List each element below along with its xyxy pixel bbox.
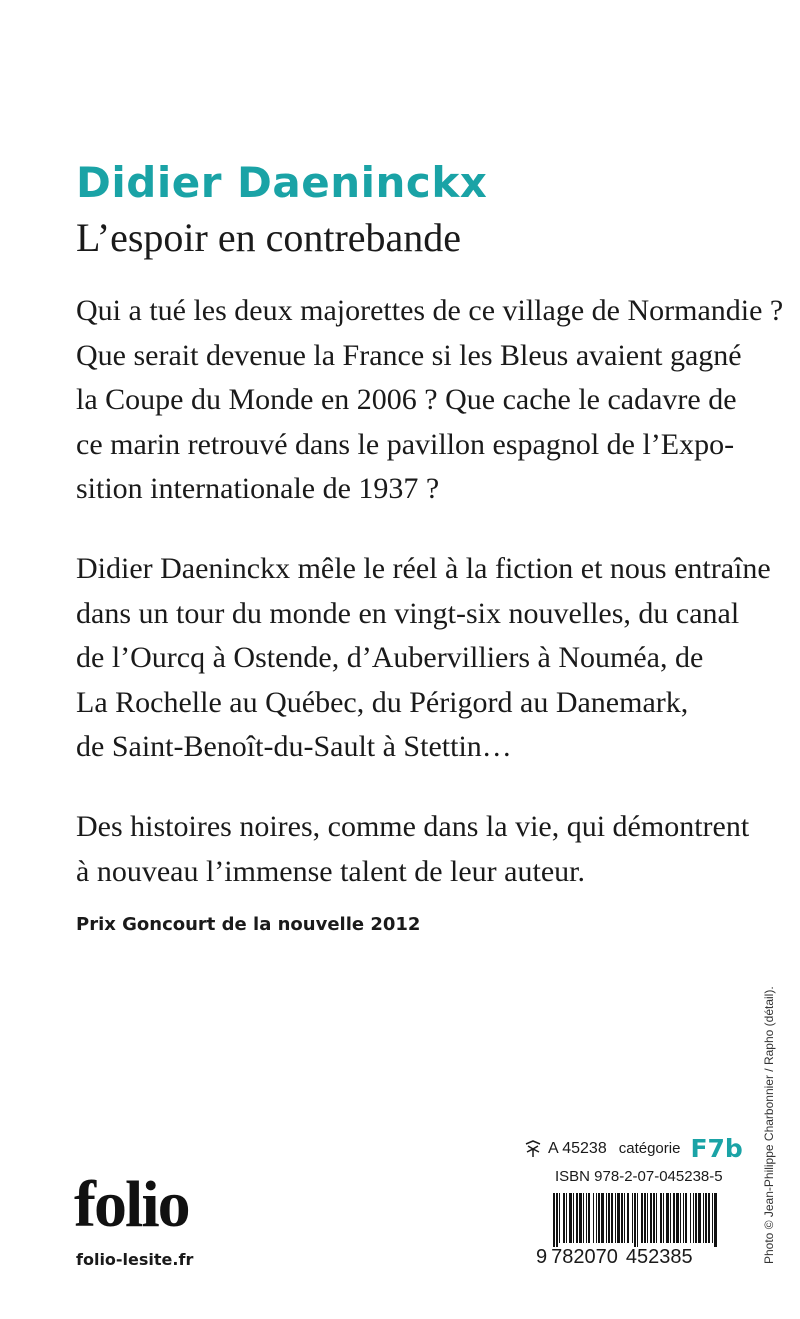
author-name: Didier Daeninckx bbox=[76, 158, 488, 207]
blurb-paragraph-1 bbox=[76, 289, 784, 512]
publisher-website: folio-lesite.fr bbox=[76, 1250, 194, 1269]
photo-credit: Photo © Jean-Philippe Charbonnier / Rapho (détail). bbox=[762, 986, 776, 1264]
blurb-line: de l’Ourcq à Ostende, d’Aubervilliers à Nouméa, de bbox=[76, 641, 704, 674]
blurb-line: La Rochelle au Québec, du Périgord au Danemark, bbox=[76, 685, 689, 719]
folio-logo: folio bbox=[74, 1168, 189, 1241]
book-title: L’espoir en contrebande bbox=[76, 215, 462, 260]
barcode-digits bbox=[536, 1246, 693, 1269]
isbn: ISBN 978-2-07-045238-5 bbox=[555, 1168, 723, 1185]
blurb-line: Didier Daeninckx mêle le réel à la fiction et nous entraîne bbox=[76, 552, 771, 585]
blurb-paragraph-2 bbox=[76, 547, 771, 770]
barcode-digits-left: 782070 bbox=[551, 1246, 618, 1268]
folio-mark-icon bbox=[524, 1140, 542, 1158]
barcode-digit-first: 9 bbox=[536, 1246, 548, 1268]
blurb-line: Que serait devenue la France si les Bleus avaient gagné bbox=[76, 338, 742, 372]
category-label: catégorie bbox=[618, 1140, 681, 1157]
blurb-line: sition internationale de 1937 ? bbox=[76, 472, 440, 505]
barcode-icon bbox=[553, 1193, 717, 1247]
catalog-line bbox=[524, 1134, 743, 1163]
blurb-line: de Saint-Benoît-du-Sault à Stettin… bbox=[76, 730, 512, 763]
barcode-digits-right: 452385 bbox=[625, 1246, 693, 1268]
prize-mention: Prix Goncourt de la nouvelle 2012 bbox=[76, 914, 421, 935]
blurb-line: Des histoires noires, comme dans la vie, qui démontrent bbox=[76, 810, 750, 843]
blurb-line: à nouveau l’immense talent de leur auteur. bbox=[76, 854, 585, 888]
blurb-line: dans un tour du monde en vingt-six nouvelles, du canal bbox=[76, 596, 740, 630]
blurb-line: la Coupe du Monde en 2006 ? Que cache le cadavre de bbox=[76, 383, 737, 416]
blurb-paragraph-3 bbox=[76, 805, 750, 894]
blurb-line: Qui a tué les deux majorettes de ce village de Normandie ? bbox=[76, 294, 784, 327]
blurb-line: ce marin retrouvé dans le pavillon espagnol de l’Expo- bbox=[76, 427, 735, 461]
category-value: F7b bbox=[690, 1134, 743, 1163]
catalog-code: A 45238 bbox=[548, 1139, 607, 1157]
